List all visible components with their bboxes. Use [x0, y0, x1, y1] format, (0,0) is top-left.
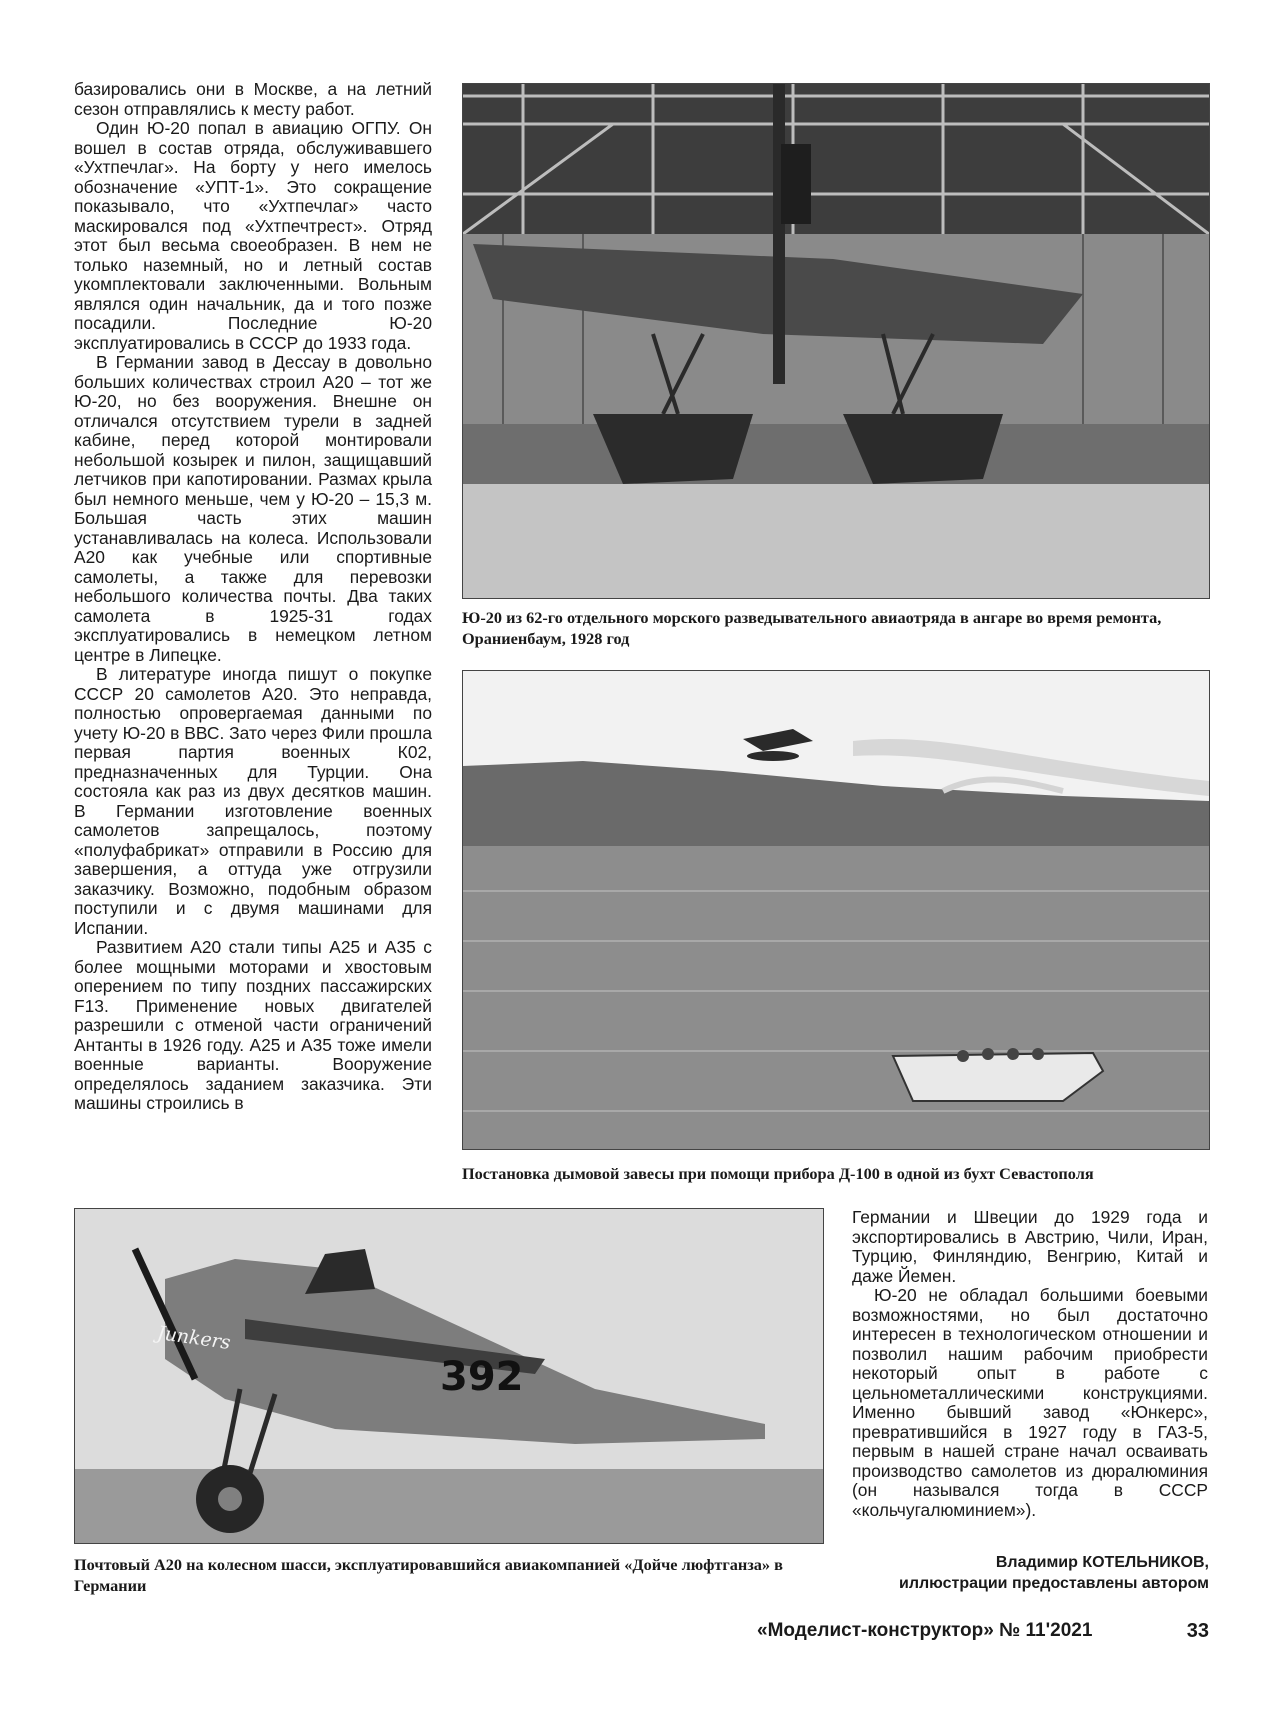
- smoke-screen-photo: [462, 670, 1210, 1150]
- paragraph: Один Ю-20 попал в авиацию ОГПУ. Он вошел в состав отряда, обслуживавшего «Ухтпечлаг». На борту у него имелось обозначение «УПТ-1». Это сокращение показывало, что «Ухтпечлаг» часто маскировался под «Ухтпечтрест». Отряд этот был весьма своеобразен. В нем не только наземный, но и летный состав укомплектовали заключенными. Вольным являлся один начальник, да и того позже посадили. Последние Ю-20 эксплуатировались в СССР до 1933 года.: [74, 118, 432, 353]
- mail-plane-caption: Почтовый А20 на колесном шасси, эксплуатировавшийся авиакомпанией «Дойче люфтганза» в Германии: [74, 1555, 783, 1595]
- author-block: [899, 1552, 1209, 1594]
- magazine-footer: «Моделист-конструктор» № 11'2021: [757, 1620, 1093, 1641]
- paragraph: базировались они в Москве, а на летний сезон отправлялись к месту работ.: [74, 79, 432, 119]
- bay-illustration: [463, 671, 1209, 1149]
- paragraph: Ю-20 не обладал большими боевыми возможностями, но был достаточно интересен в технологическом отношении и позволил нашим рабочим приобрести некоторый опыт в работе с цельнометаллическими конструкциями. Именно бывший завод «Юнкерс», превратившийся в 1927 году в ГАЗ-5, первым в нашей стране начал осваивать производство самолетов из дюралюминия (он назывался тогда в СССР «кольчугалюминием»).: [852, 1285, 1208, 1520]
- right-text-column: [852, 1208, 1208, 1520]
- paragraph: Развитием А20 стали типы А25 и А35 с более мощными моторами и хвостовым оперением по типу поздних пассажирских F13. Применение новых двигателей разрешили с отменой части ограничений Антанты в 1926 году. А25 и А35 тоже имели военные варианты. Вооружение определялось заданием заказчика. Эти машины строились в: [74, 937, 432, 1113]
- mail-plane-photo: [74, 1208, 824, 1544]
- smoke-screen-caption: Постановка дымовой завесы при помощи прибора Д-100 в одной из бухт Севастополя: [462, 1164, 1094, 1183]
- page-number: 33: [1186, 1620, 1209, 1642]
- hangar-photo: [462, 83, 1210, 599]
- hangar-caption: Ю-20 из 62-го отдельного морского разведывательного авиаотряда в ангаре во время ремонта, Ораниенбаум, 1928 год: [462, 608, 1162, 648]
- left-text-column: [74, 80, 432, 1114]
- fuselage-number: 392: [440, 1354, 524, 1400]
- hangar-illustration: [463, 84, 1209, 598]
- author-name: Владимир КОТЕЛЬНИКОВ,: [995, 1554, 1209, 1571]
- fuselage-lettering: Junkers: [155, 1321, 232, 1355]
- paragraph: В Германии завод в Дессау в довольно больших количествах строил А20 – тот же Ю-20, но без вооружения. Внешне он отличался отсутствием турели в задней кабине, перед которой монтировали небольшой козырек и пилон, защищавший летчиков при капотировании. Размах крыла был немного меньше, чем у Ю-20 – 15,3 м. Большая часть этих машин устанавливалась на колеса. Использовали А20 как учебные или спортивные самолеты, а также для перевозки небольшого количества почты. Два таких самолета в 1925-31 годах эксплуатировались в немецком летном центре в Липецке.: [74, 352, 432, 665]
- paragraph: Германии и Швеции до 1929 года и экспортировались в Австрию, Чили, Иран, Турцию, Финляндию, Венгрию, Китай и даже Йемен.: [852, 1207, 1208, 1286]
- paragraph: В литературе иногда пишут о покупке СССР 20 самолетов А20. Это неправда, полностью опровергаемая данными по учету Ю-20 в ВВС. Зато через Фили прошла первая партия военных К02, предназначенных для Турции. Она состояла как раз из двух десятков машин. В Германии изготовление военных самолетов запрещалось, поэтому «полуфабрикат» отправили в Россию для завершения, а оттуда уже отгрузили заказчику. Возможно, подобным образом поступили и с двумя машинами для Испании.: [74, 664, 432, 938]
- author-note: иллюстрации предоставлены автором: [898, 1575, 1209, 1592]
